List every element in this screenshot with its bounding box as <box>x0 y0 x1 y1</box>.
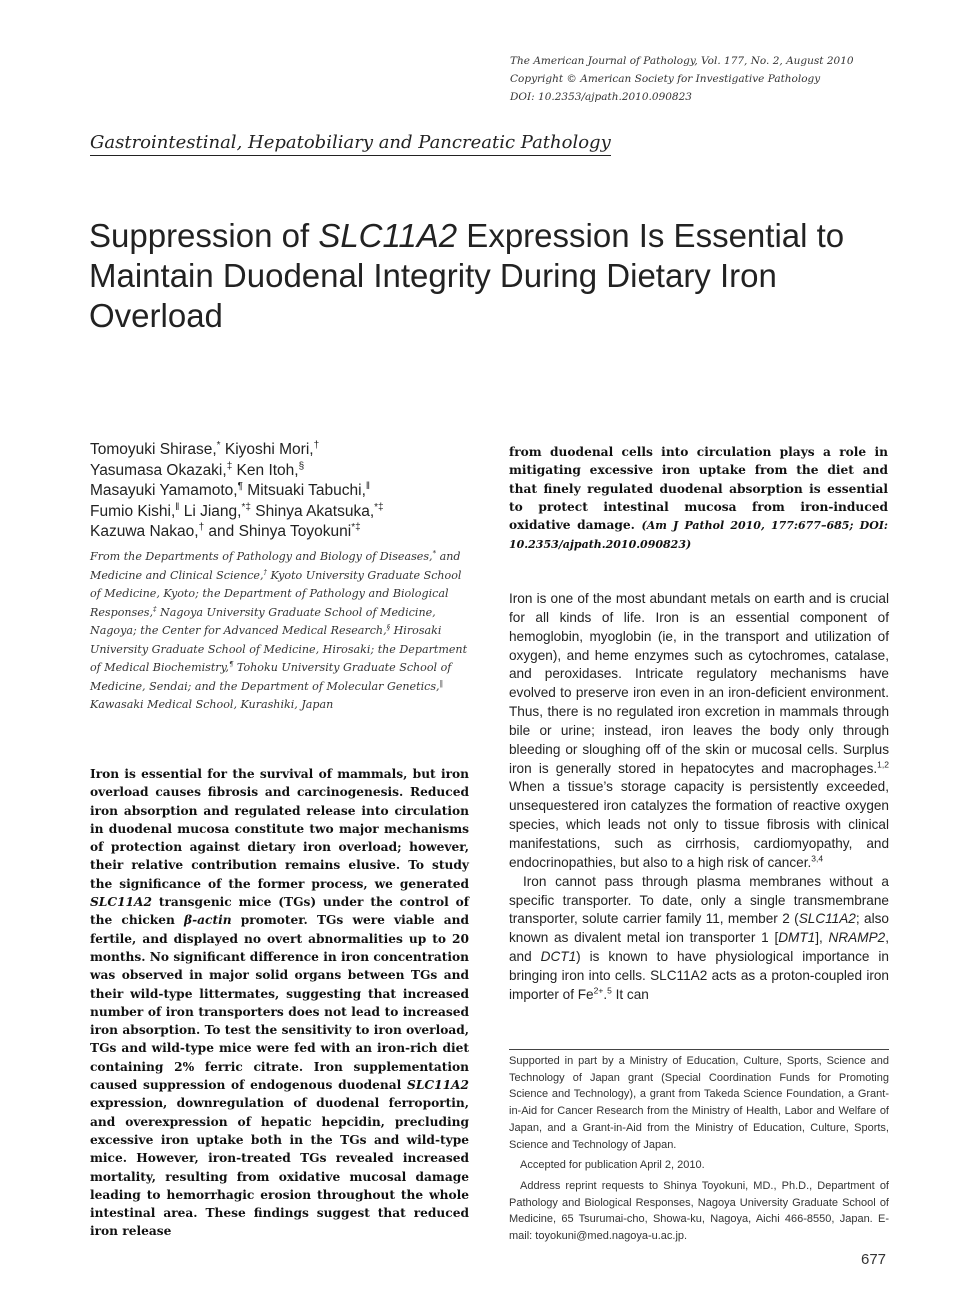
affiliation-mark: * <box>432 549 437 558</box>
title-part-1: Suppression of <box>89 217 319 254</box>
body-text-run: ], <box>815 930 829 946</box>
author-name: Masayuki Yamamoto, <box>90 482 238 499</box>
affiliation-text: Kawasaki Medical School, Kurashiki, Japan <box>90 698 334 711</box>
reprint-footnote: Address reprint requests to Shinya Toyokuni, MD., Ph.D., Department of Pathology and Biological Responses, Nagoya University Graduate School of Medicine, 65 Tsurumai-cho, Showa-ku, Nagoya, Aichi 466-8550, Japan. E-mail: toyokuni@med.nagoya-u.ac.jp. <box>509 1179 889 1243</box>
author-name: Kazuwa Nakao, <box>90 523 199 540</box>
abstract-gene: SLC11A2 <box>90 895 152 910</box>
author-mark: ‖ <box>365 480 371 492</box>
author-name: Mitsuaki Tabuchi, <box>242 482 366 499</box>
author-name: Li Jiang, <box>179 502 242 520</box>
author-mark: * <box>216 439 221 451</box>
author-mark: ‖ <box>175 501 180 513</box>
abstract <box>90 765 469 1241</box>
section-heading: Gastrointestinal, Hepatobiliary and Pancreatic Pathology <box>90 132 611 156</box>
body-paragraph <box>509 873 889 1005</box>
body-text-run: ; also known as divalent metal ion transporter 1 [ <box>509 911 889 946</box>
body-text-run: Iron is one of the most abundant metals on earth and is crucial for all kinds of life. Iron is an essential component of hemoglobin, myoglobin (ie, in the transport and utilization of oxygen), and heme enzymes such as cytochromes, catalase, and peroxidases. Intricate regulatory mechanisms have evolved to preserve iron even in an iron-deficient environment. Thus, there is no regulated iron excretion in mammals through bile or urine; instead, iron leaves the body only through bleeding or sloughing off of the skin or mucosal cells. Surplus iron is generally stored in hepatocytes and macrophages. <box>509 591 889 776</box>
footnotes <box>509 1049 889 1245</box>
title-gene: SLC11A2 <box>318 217 458 254</box>
body-text-run: Iron cannot pass through plasma membranes without a specific transporter. To date, only a single transmembrane transporter, solute carrier family 11, member 2 ( <box>509 873 889 927</box>
affiliations <box>90 548 470 715</box>
abstract-gene: SLC11A2 <box>407 1078 469 1093</box>
abstract-citation: (Am J Pathol 2010, 177:677–685; DOI: 10.2353/ajpath.2010.090823) <box>509 519 888 552</box>
body-text-run: It can <box>611 986 649 1002</box>
affiliation-mark: ¶ <box>228 660 234 669</box>
journal-doi: DOI: 10.2353/ajpath.2010.090823 <box>510 91 692 103</box>
gene-name: DCT1 <box>540 949 577 965</box>
affiliation-mark: ‖ <box>439 678 444 687</box>
gene-name: NRAMP2 <box>828 930 886 946</box>
body-text <box>509 590 889 1005</box>
author-name: Tomoyuki Shirase, <box>90 441 217 458</box>
affiliation-text: Tohoku University Graduate School of Medicine, Sendai; and the Department of Molecular Genetics, <box>90 661 452 693</box>
body-paragraph <box>509 590 889 873</box>
funding-footnote: Supported in part by a Ministry of Education, Culture, Sports, Science and Technology of Japan grant (Special Coordination Funds for Promoting Science and Technology), a grant from Takeda Science Foundation, a Grant-in-Aid for Cancer Research from the Ministry of Health, Labor and Welfare of Japan, and a Grant-in-Aid from the Ministry of Education, Culture, Sports, Science and Technology of Japan. <box>509 1055 889 1151</box>
abstract-text: Iron is essential for the survival of mammals, but iron overload causes fibrosis and carcinogenesis. Reduced iron absorption and regulated release into circulation in duodenal mucosa constitute two major mechanisms of protection against dietary iron overload; however, their relative contribution remains elusive. To study the significance of the former process, we generated <box>90 767 469 891</box>
title-part-2: Expression Is Essential to Maintain Duodenal Integrity During Dietary Iron Overload <box>89 217 845 334</box>
body-text-run: ) is known to have physiological importance in bringing iron into cells. SLC11A2 acts as a proton-coupled iron importer of Fe <box>509 949 889 1002</box>
gene-name: DMT1 <box>778 930 816 946</box>
affiliation-text: Hirosaki University Graduate School of Medicine, Hirosaki; the Department of Medical Biochemistry, <box>90 624 468 674</box>
affiliation-mark: † <box>263 567 268 576</box>
charge-superscript: 2+ <box>593 985 604 996</box>
author-mark: ‡ <box>226 460 233 472</box>
abstract-continued <box>509 443 888 555</box>
article-title <box>89 216 889 336</box>
body-text-run: When a tissue’s storage capacity is persistently exceeded, unsequestered iron catalyzes the formation of reactive oxygen species, which leads not only to tissue fibrosis with clinical manifestations, such as cirrhosis, cardiomyopathy, and endocrinopathies, but also to a high risk of cancer. <box>509 779 889 870</box>
abstract-gene: β-actin <box>183 913 232 928</box>
affiliation-text: Nagoya University Graduate School of Medicine, Nagoya; the Center for Advanced Medical Research, <box>90 605 436 637</box>
affiliation-mark: § <box>386 623 391 632</box>
author-mark: *‡ <box>241 501 251 513</box>
affiliation-mark: ‡ <box>153 604 157 613</box>
author-name: Fumio Kishi, <box>90 502 176 520</box>
page-number: 677 <box>861 1251 887 1268</box>
author-mark: *‡ <box>374 501 384 513</box>
affiliation-text: Kyoto University Graduate School of Medicine, Kyoto; the Department of Pathology and Biological Responses, <box>90 568 462 619</box>
reference-mark: 5 <box>607 985 612 996</box>
reference-mark: 3,4 <box>811 853 824 864</box>
author-list <box>90 440 490 543</box>
author-name: Yasumasa Okazaki, <box>90 461 227 479</box>
author-name: Shinya Akatsuka, <box>250 502 375 520</box>
gene-name: SLC11A2 <box>798 911 856 927</box>
affiliation-text: From the Departments of Pathology and Biology of Diseases, <box>90 550 433 563</box>
reference-mark: 1,2 <box>877 759 889 770</box>
abstract-text: from duodenal cells into circulation plays a role in mitigating excessive iron uptake from the diet and that finely regulated duodenal absorption is essential to protect intestinal mucosa from iron-induced oxidative damage. <box>509 445 888 533</box>
abstract-text: transgenic mice (TGs) under the control of the chicken <box>90 895 469 928</box>
affiliation-text: and Medicine and Clinical Science, <box>90 550 461 582</box>
journal-copyright: Copyright © American Society for Investigative Pathology <box>510 73 821 85</box>
body-text-run: . <box>603 986 608 1002</box>
author-name: Kiyoshi Mori, <box>220 441 314 458</box>
abstract-text: promoter. TGs were viable and fertile, and displayed no overt abnormalities up to 20 months. No significant difference in iron concentration was observed in major solid organs between TGs and their wild-type littermates, suggesting that increased number of iron transporters does not lead to increased iron absorption. To test the sensitivity to iron overload, TGs and wild-type mice were fed with an iron-rich diet containing 2% ferric citrate. Iron supplementation caused suppression of endogenous duodenal <box>90 913 470 1093</box>
author-name: Ken Itoh, <box>232 461 299 479</box>
author-name: and Shinya Toyokuni <box>204 523 352 540</box>
accepted-footnote: Accepted for publication April 2, 2010. <box>520 1159 705 1172</box>
body-text-run: , and <box>509 930 889 965</box>
author-mark: *‡ <box>351 521 361 533</box>
author-mark: § <box>298 460 305 472</box>
author-mark: ¶ <box>237 480 243 492</box>
author-mark: † <box>313 439 320 451</box>
abstract-text: expression, downregulation of duodenal ferroportin, and overexpression of hepatic hepcidin, precluding excessive iron uptake both in the TGs and wild-type mice. However, iron-treated TGs revealed increased mortality, resulting from oxidative mucosal damage leading to hemorrhagic erosion throughout the whole intestinal area. These findings suggest that reduced iron release <box>90 1096 469 1239</box>
author-mark: † <box>198 521 205 533</box>
journal-citation: The American Journal of Pathology, Vol. 177, No. 2, August 2010 <box>510 55 854 67</box>
journal-header <box>510 52 910 106</box>
